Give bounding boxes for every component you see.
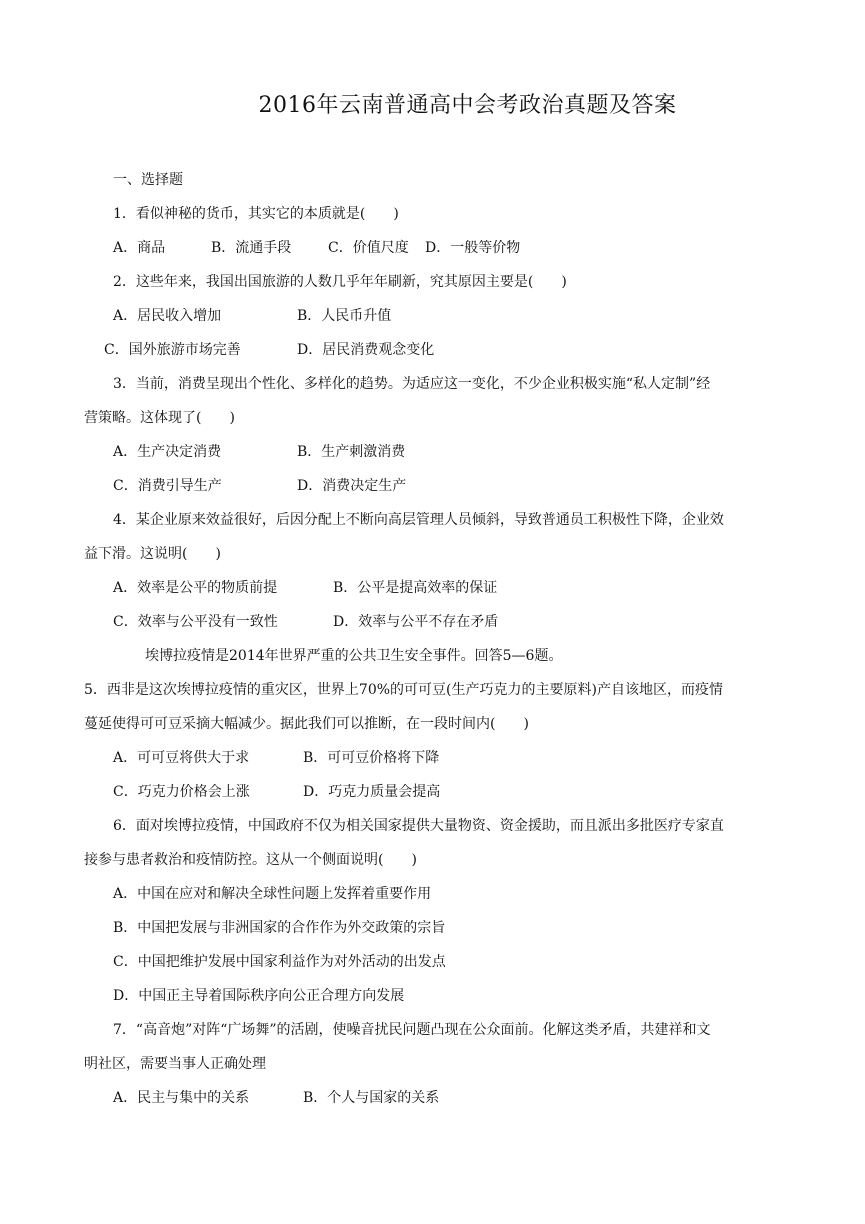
question-6-option-a: A．中国在应对和解决全球性问题上发挥着重要作用	[113, 886, 432, 902]
option-a: A．可可豆将供大于求	[113, 750, 250, 766]
question-6-stem-continued: 接参与患者救治和疫情防控。这从一个侧面说明( )	[84, 852, 417, 868]
question-5-options-row2	[113, 782, 813, 802]
question-4-stem-continued: 益下滑。这说明( )	[84, 546, 221, 562]
option-a: A．效率是公平的物质前提	[113, 580, 278, 596]
question-6-option-b: B．中国把发展与非洲国家的合作作为外交政策的宗旨	[113, 920, 446, 936]
question-2-options-row1	[113, 306, 813, 326]
option-d: D．消费决定生产	[297, 478, 407, 494]
question-3-options-row1	[113, 442, 813, 462]
option-b: B．可可豆价格将下降	[303, 750, 440, 766]
question-7-stem: 7．“高音炮”对阵“广场舞”的活剧，使噪音扰民问题凸现在公众面前。化解这类矛盾，共建祥和文	[113, 1022, 711, 1038]
option-d: D．巧克力质量会提高	[303, 784, 441, 800]
question-5-stem: 5．西非是这次埃博拉疫情的重灾区，世界上70%的可可豆(生产巧克力的主要原料)产自该地区，而疫情	[84, 682, 723, 698]
question-1-options	[113, 238, 813, 258]
question-5-stem-continued: 蔓延使得可可豆采摘大幅减少。据此我们可以推断，在一段时间内( )	[84, 716, 529, 732]
question-3-options-row2	[113, 476, 813, 496]
question-7-options-row1	[113, 1088, 813, 1108]
option-d: D．效率与公平不存在矛盾	[333, 614, 499, 630]
section-heading: 一、选择题	[113, 172, 183, 188]
option-c: C．巧克力价格会上涨	[113, 784, 250, 800]
option-a: A．生产决定消费	[113, 444, 222, 460]
option-b: B．生产刺激消费	[297, 444, 406, 460]
option-c: C．消费引导生产	[113, 478, 222, 494]
page-title: 2016年云南普通高中会考政治真题及答案	[258, 93, 677, 118]
option-b: B．流通手段	[211, 240, 292, 256]
option-c: C．价值尺度	[328, 240, 409, 256]
option-c: C．效率与公平没有一致性	[113, 614, 278, 630]
question-6-option-d: D．中国正主导着国际秩序向公正合理方向发展	[113, 988, 405, 1004]
option-a: A．居民收入增加	[113, 308, 222, 324]
question-2-stem: 2．这些年来，我国出国旅游的人数几乎年年刷新，究其原因主要是( )	[113, 274, 567, 290]
question-4-options-row2	[113, 612, 813, 632]
option-c: C．国外旅游市场完善	[104, 342, 241, 358]
option-d: D．一般等价物	[425, 240, 521, 256]
option-b: B．个人与国家的关系	[303, 1090, 440, 1106]
material-intro-5-6: 埃博拉疫情是2014年世界严重的公共卫生安全事件。回答5—6题。	[145, 648, 563, 664]
question-3-stem: 3．当前，消费呈现出个性化、多样化的趋势。为适应这一变化，不少企业积极实施“私人定制”经	[113, 376, 711, 392]
question-4-options-row1	[113, 578, 813, 598]
question-7-stem-continued: 明社区，需要当事人正确处理	[84, 1056, 266, 1072]
option-a: A．民主与集中的关系	[113, 1090, 250, 1106]
option-b: B．人民币升值	[297, 308, 392, 324]
question-4-stem: 4．某企业原来效益很好，后因分配上不断向高层管理人员倾斜，导致普通员工积极性下降，企业效	[113, 512, 724, 528]
option-a: A．商品	[113, 240, 166, 256]
question-3-stem-continued: 营策略。这体现了( )	[84, 410, 235, 426]
question-1-stem: 1．看似神秘的货币，其实它的本质就是( )	[113, 206, 399, 222]
question-2-options-row2	[104, 340, 804, 360]
option-d: D．居民消费观念变化	[297, 342, 435, 358]
question-6-stem: 6．面对埃博拉疫情，中国政府不仅为相关国家提供大量物资、资金援助，而且派出多批医疗专家直	[113, 818, 724, 834]
option-b: B．公平是提高效率的保证	[333, 580, 498, 596]
question-5-options-row1	[113, 748, 813, 768]
question-6-option-c: C．中国把维护发展中国家利益作为对外活动的出发点	[113, 954, 446, 970]
